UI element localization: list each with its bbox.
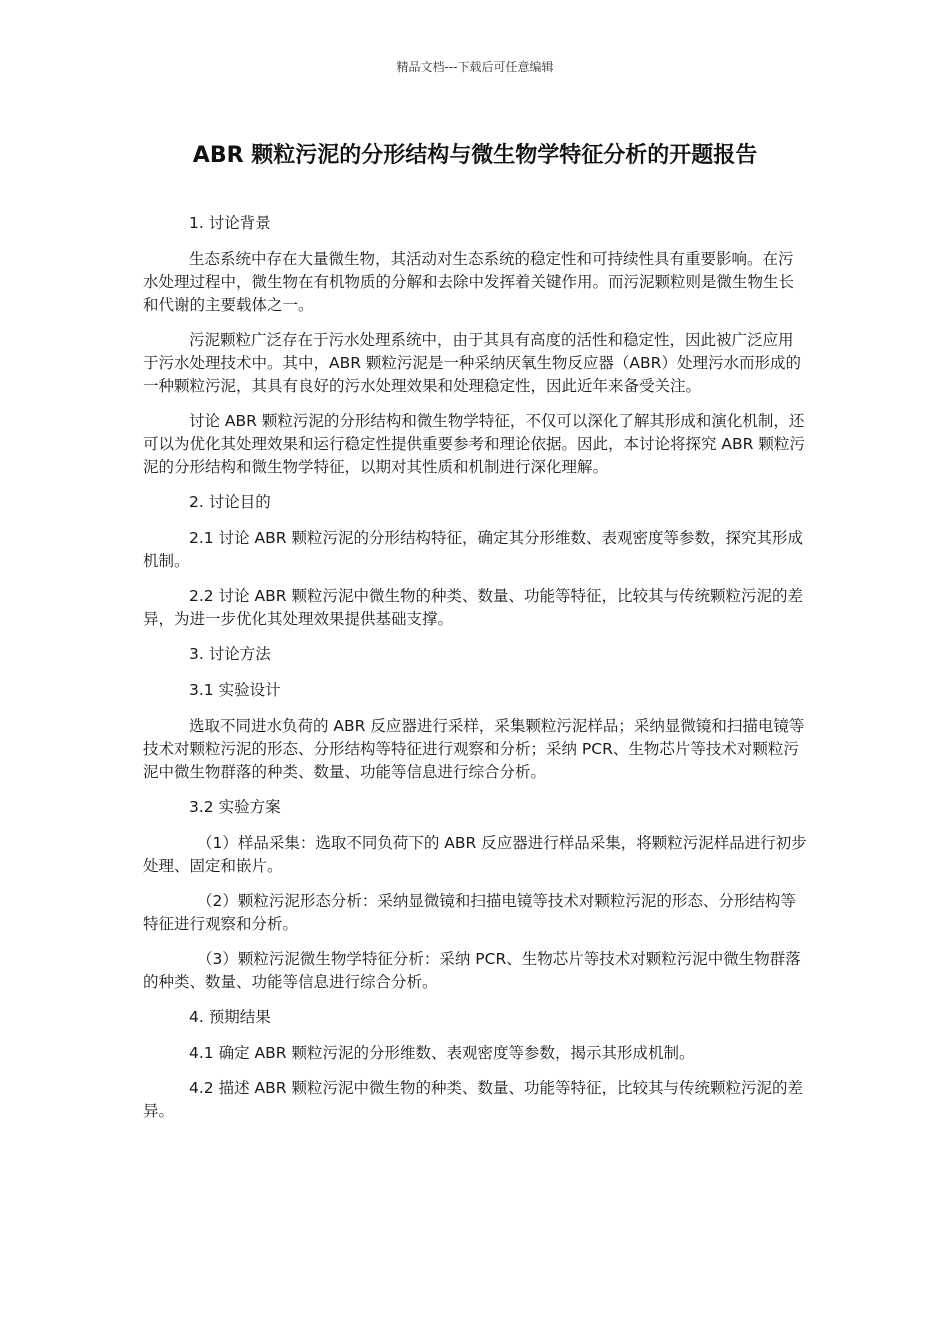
section-4-paragraph-1: 4.1 确定 ABR 颗粒污泥的分形维数、表观密度等参数，揭示其形成机制。 (189, 1044, 695, 1062)
header-note: 精品文档---下载后可任意编辑 (396, 60, 554, 74)
section-1-paragraph-3: 讨论 ABR 颗粒污泥的分形结构和微生物学特征，不仅可以深化了解其形成和演化机制，还可以为优化其处理效果和运行稳定性提供重要参考和理论依据。因此，本讨论将探究 ABR 颗粒污泥的分形结构和微生物学特征，以期对其性质和机制进行深化理解。 (143, 412, 805, 476)
section-3-1-heading: 3.1 实验设计 (189, 681, 281, 699)
document-body (143, 212, 807, 1135)
section-3-1-paragraph: 选取不同进水负荷的 ABR 反应器进行采样，采集颗粒污泥样品；采纳显微镜和扫描电镜等技术对颗粒污泥的形态、分形结构等特征进行观察和分析；采纳 PCR、生物芯片等技术对颗粒污泥中微生物群落的种类、数量、功能等信息进行综合分析。 (143, 717, 805, 781)
section-1-paragraph-1: 生态系统中存在大量微生物，其活动对生态系统的稳定性和可持续性具有重要影响。在污水处理过程中，微生物在有机物质的分解和去除中发挥着关键作用。而污泥颗粒则是微生物生长和代谢的主要载体之一。 (143, 250, 795, 314)
section-3-2-item-3: （3）颗粒污泥微生物学特征分析：采纳 PCR、生物芯片等技术对颗粒污泥中微生物群落的种类、数量、功能等信息进行综合分析。 (143, 950, 801, 991)
section-4-paragraph-2: 4.2 描述 ABR 颗粒污泥中微生物的种类、数量、功能等特征，比较其与传统颗粒污泥的差异。 (143, 1079, 803, 1120)
section-3-2-heading: 3.2 实验方案 (189, 798, 281, 816)
document-title: ABR 颗粒污泥的分形结构与微生物学特征分析的开题报告 (192, 143, 758, 168)
section-4-heading: 4. 预期结果 (189, 1008, 271, 1026)
section-3-heading: 3. 讨论方法 (189, 645, 271, 663)
section-2-paragraph-1: 2.1 讨论 ABR 颗粒污泥的分形结构特征，确定其分形维数、表观密度等参数，探究其形成机制。 (143, 529, 803, 570)
section-2-heading: 2. 讨论目的 (189, 493, 271, 511)
section-1-heading: 1. 讨论背景 (189, 214, 271, 232)
section-1-paragraph-2: 污泥颗粒广泛存在于污水处理系统中，由于其具有高度的活性和稳定性，因此被广泛应用于污水处理技术中。其中，ABR 颗粒污泥是一种采纳厌氧生物反应器（ABR）处理污水而形成的一种颗粒污泥，其具有良好的污水处理效果和处理稳定性，因此近年来备受关注。 (143, 331, 801, 395)
section-3-2-item-2: （2）颗粒污泥形态分析：采纳显微镜和扫描电镜等技术对颗粒污泥的形态、分形结构等特征进行观察和分析。 (143, 892, 796, 933)
section-2-paragraph-2: 2.2 讨论 ABR 颗粒污泥中微生物的种类、数量、功能等特征，比较其与传统颗粒污泥的差异，为进一步优化其处理效果提供基础支撑。 (143, 587, 803, 628)
section-3-2-item-1: （1）样品采集：选取不同负荷下的 ABR 反应器进行样品采集，将颗粒污泥样品进行初步处理、固定和嵌片。 (143, 834, 807, 875)
